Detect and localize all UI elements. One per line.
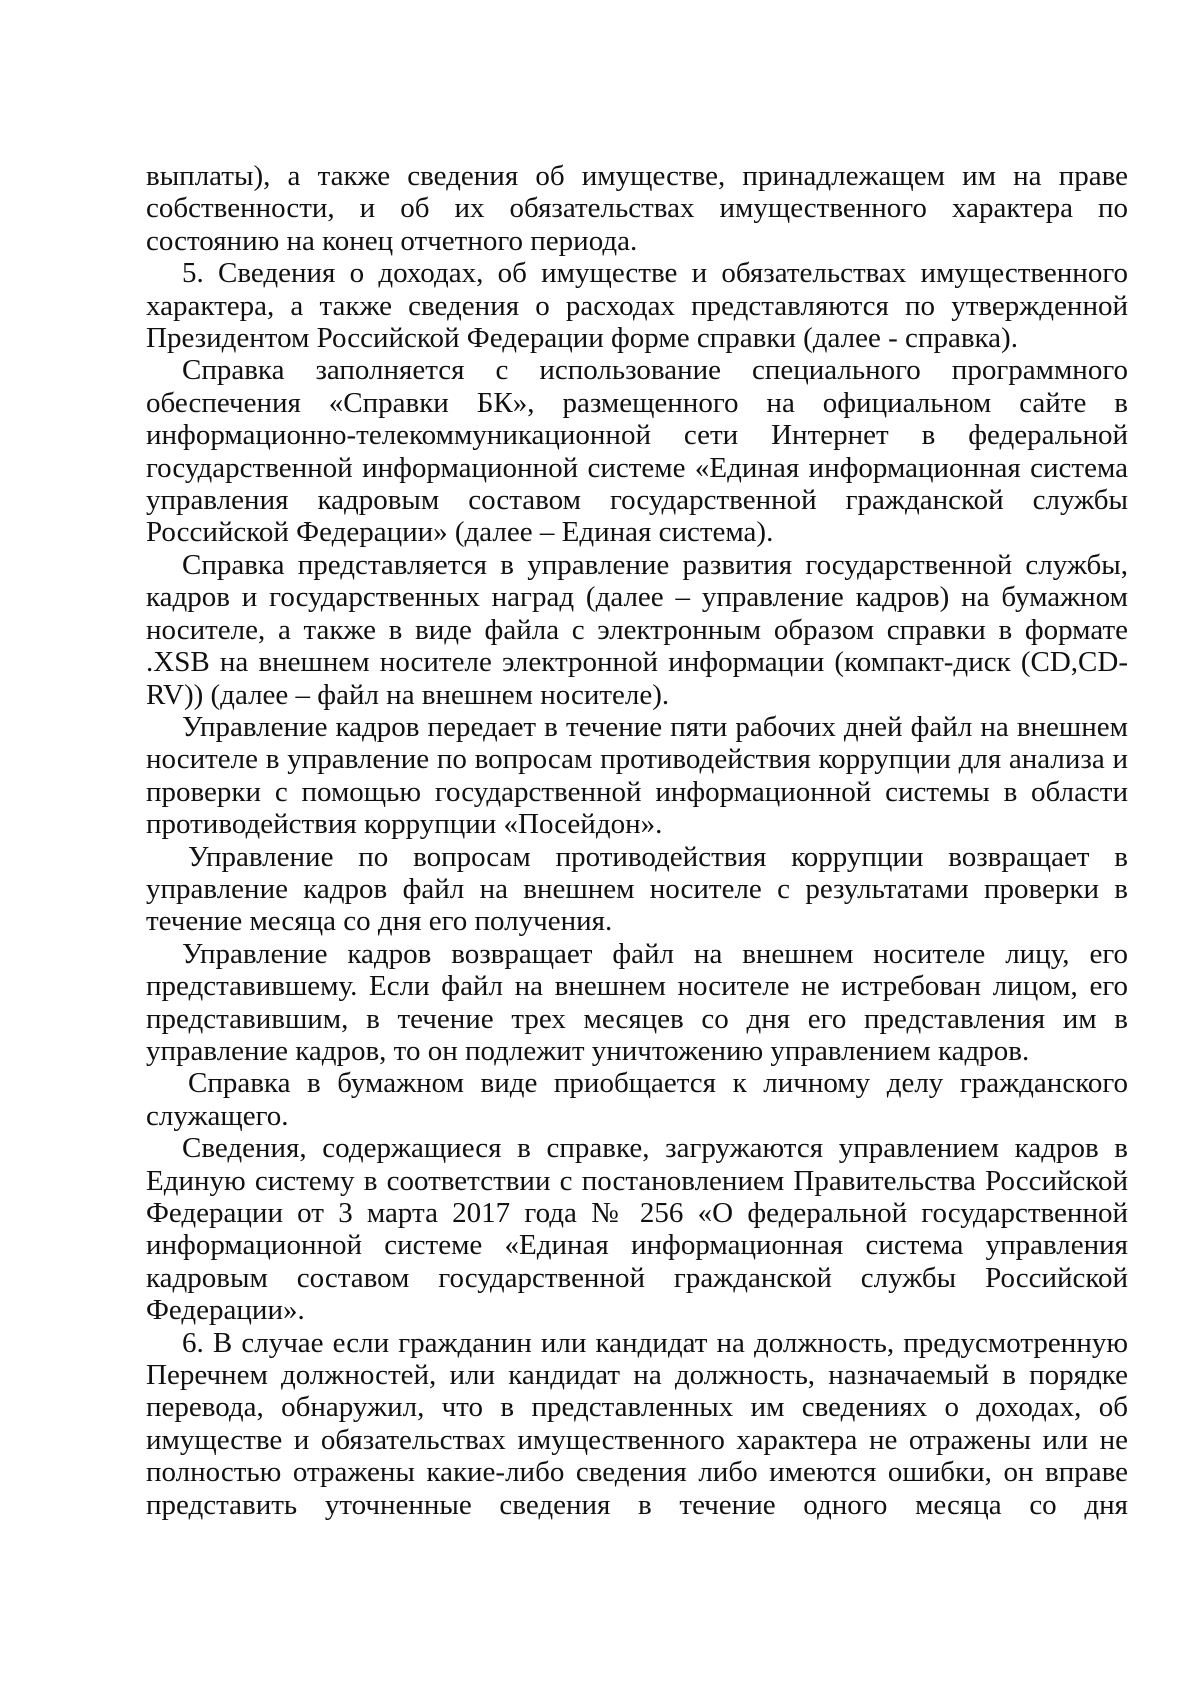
paragraph-3: Справка заполняется с использование специального программного обеспечения «Справки БК», размещенного на официальном сайте в информационно-телекоммуникационной сети Интернет в федеральной государственной информационной системе «Единая информационная система управления кадровым составом государственной гражданской службы Российской Федерации» (далее – Единая система). bbox=[146, 354, 1128, 549]
paragraph-7: Управление кадров возвращает файл на внешнем носителе лицу, его представившему. Если файл на внешнем носителе не истребован лицом, его представившим, в течение трех месяцев со дня его представления им в управление кадров, то он подлежит уничтожению управлением кадров. bbox=[146, 937, 1128, 1067]
paragraph-4: Справка представляется в управление развития государственной службы, кадров и государственных наград (далее – управление кадров) на бумажном носителе, а также в виде файла с электронным образом справки в формате .XSB на внешнем носителе электронной информации (компакт-диск (CD,CD-RV)) (далее – файл на внешнем носителе). bbox=[146, 548, 1128, 711]
paragraph-8: Справка в бумажном виде приобщается к личному делу гражданского служащего. bbox=[146, 1067, 1128, 1132]
paragraph-2: 5. Сведения о доходах, об имуществе и обязательствах имущественного характера, а также сведения о расходах представляются по утвержденной Президентом Российской Федерации форме справки (далее - справка). bbox=[146, 257, 1128, 355]
document-page bbox=[146, 160, 1128, 1521]
paragraph-9: Сведения, содержащиеся в справке, загружаются управлением кадров в Единую систему в соответствии с постановлением Правительства Российской Федерации от 3 марта 2017 года № 256 «О федеральной государственной информационной системе «Единая информационная система управления кадровым составом государственной гражданской службы Российской Федерации». bbox=[146, 1132, 1128, 1327]
paragraph-6: Управление по вопросам противодействия коррупции возвращает в управление кадров файл на внешнем носителе с результатами проверки в течение месяца со дня его получения. bbox=[146, 840, 1128, 938]
paragraph-10: 6. В случае если гражданин или кандидат на должность, предусмотренную Перечнем должностей, или кандидат на должность, назначаемый в порядке перевода, обнаружил, что в представленных им сведениях о доходах, об имуществе и обязательствах имущественного характера не отражены или не полностью отражены какие-либо сведения либо имеются ошибки, он вправе представить уточненные сведения в течение одного месяца со дня bbox=[146, 1326, 1128, 1521]
paragraph-1: выплаты), а также сведения об имуществе, принадлежащем им на праве собственности, и об их обязательствах имущественного характера по состоянию на конец отчетного периода. bbox=[146, 160, 1128, 257]
paragraph-5: Управление кадров передает в течение пяти рабочих дней файл на внешнем носителе в управление по вопросам противодействия коррупции для анализа и проверки с помощью государственной информационной системы в области противодействия коррупции «Посейдон». bbox=[146, 710, 1128, 841]
